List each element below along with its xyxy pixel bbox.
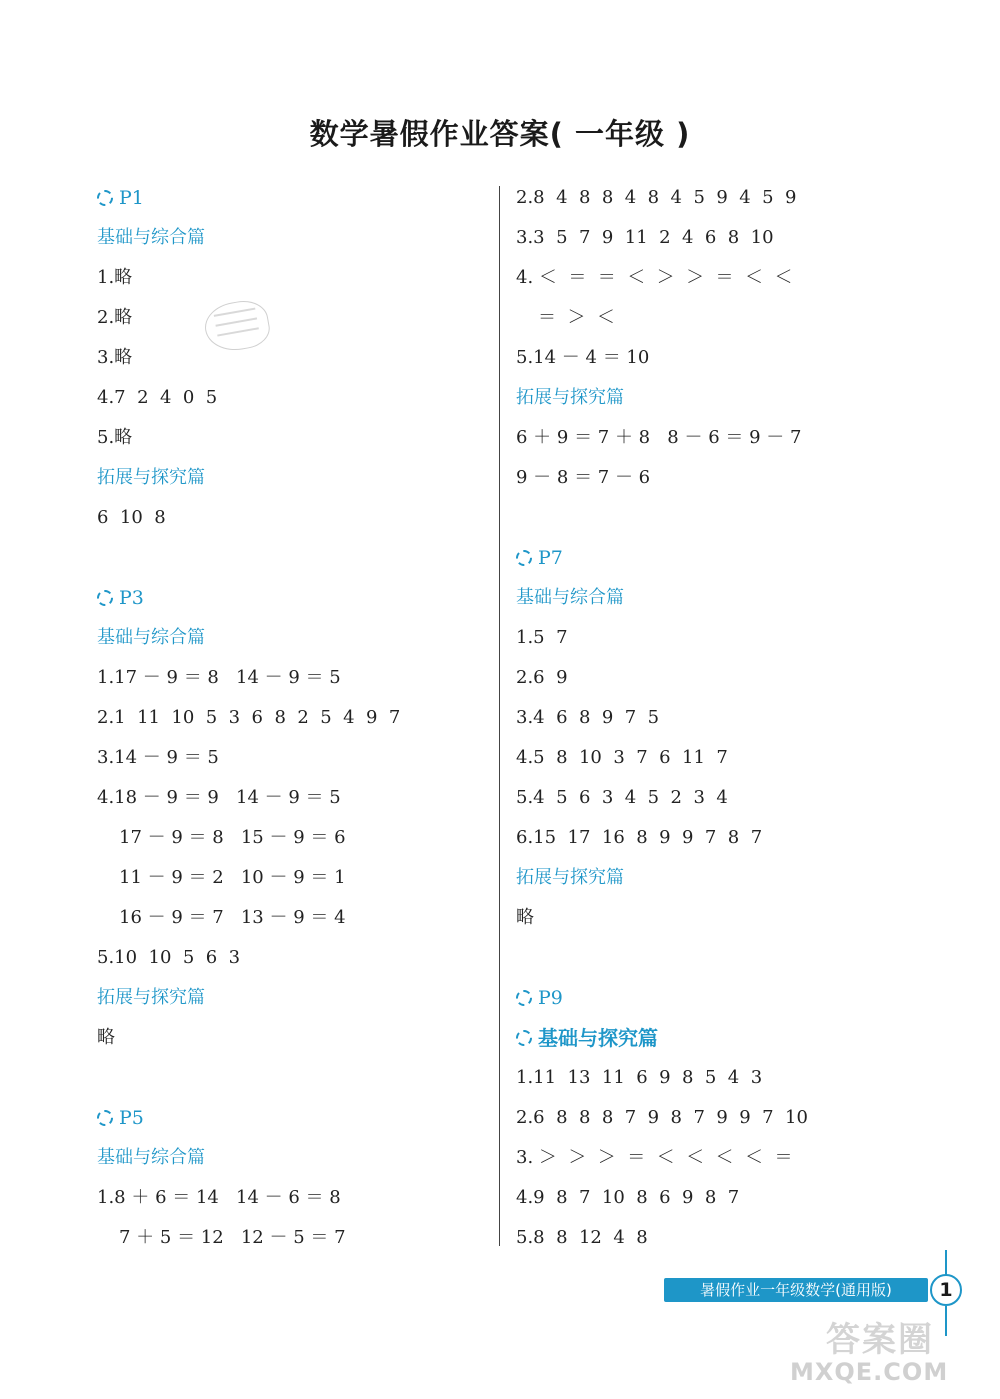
answer-line: 1.略: [97, 267, 133, 288]
section-extension: 拓展与探究篇: [97, 987, 205, 1008]
section-basic-explore: 基础与探究篇: [516, 1018, 916, 1058]
answer-line: 4.7 2 4 0 5: [97, 387, 218, 408]
page-heading-p1: P1: [97, 178, 487, 218]
answer-line: 1.5 7: [516, 627, 568, 648]
answer-line: 3.14 － 9 ＝ 5: [97, 747, 219, 768]
section-basic: 基础与综合篇: [516, 587, 624, 608]
page-number: 1: [930, 1274, 962, 1306]
watermark-url: MXQE.COM: [790, 1358, 949, 1386]
answer-line: 略: [516, 907, 534, 928]
answer-line: 3. ＞ ＞ ＞ ＝ ＜ ＜ ＜ ＜ ＝: [516, 1147, 793, 1168]
page-heading-p5: P5: [97, 1098, 487, 1138]
answer-line: 6.15 17 16 8 9 9 7 8 7: [516, 827, 763, 848]
answer-line: 5.8 8 12 4 8: [516, 1227, 648, 1248]
section-basic: 基础与综合篇: [97, 227, 205, 248]
answer-line: 5.4 5 6 3 4 5 2 3 4: [516, 787, 728, 808]
answer-line: 3.4 6 8 9 7 5: [516, 707, 660, 728]
answer-line: 1.8 ＋ 6 ＝ 14 14 － 6 ＝ 8: [97, 1187, 341, 1208]
answer-line: 2.6 8 8 8 7 9 8 7 9 9 7 10: [516, 1107, 808, 1128]
page-heading-p7: P7: [516, 538, 916, 578]
footer-tick-top: [945, 1250, 947, 1276]
answer-line: 2.1 11 10 5 3 6 8 2 5 4 9 7: [97, 707, 401, 728]
column-divider: [499, 186, 500, 1246]
answer-line: 7 ＋ 5 ＝ 12 12 － 5 ＝ 7: [119, 1227, 346, 1248]
section-extension: 拓展与探究篇: [97, 467, 205, 488]
section-extension: 拓展与探究篇: [516, 387, 624, 408]
answer-line: 11 － 9 ＝ 2 10 － 9 ＝ 1: [119, 867, 346, 888]
circle-dash-icon: [516, 990, 532, 1006]
answer-line: 1.11 13 11 6 9 8 5 4 3: [516, 1067, 763, 1088]
answer-line: 16 － 9 ＝ 7 13 － 9 ＝ 4: [119, 907, 346, 928]
answer-line: 6 ＋ 9 ＝ 7 ＋ 8 8 － 6 ＝ 9 － 7: [516, 427, 802, 448]
answer-line: 4.5 8 10 3 7 6 11 7: [516, 747, 728, 768]
footer-tick-bottom: [945, 1306, 947, 1336]
answer-line: 4. ＜ ＝ ＝ ＜ ＞ ＞ ＝ ＜ ＜: [516, 267, 793, 288]
answer-line: 5.略: [97, 427, 133, 448]
answer-line: 2.6 9: [516, 667, 568, 688]
answer-line: 4.9 8 7 10 8 6 9 8 7: [516, 1187, 740, 1208]
answer-line: 2.略: [97, 307, 133, 328]
page-title: 数学暑假作业答案( 一年级 ): [309, 117, 691, 151]
left-column: [97, 178, 487, 1258]
answer-line: 2.8 4 8 8 4 8 4 5 9 4 5 9: [516, 187, 797, 208]
answer-line: 6 10 8: [97, 507, 166, 528]
book-title-band: 暑假作业一年级数学(通用版): [664, 1278, 928, 1302]
answer-line: 3.略: [97, 347, 133, 368]
page-heading-p3: P3: [97, 578, 487, 618]
answer-line: 17 － 9 ＝ 8 15 － 9 ＝ 6: [119, 827, 346, 848]
answer-line: 5.10 10 5 6 3: [97, 947, 241, 968]
answer-line: 1.17 － 9 ＝ 8 14 － 9 ＝ 5: [97, 667, 341, 688]
page-heading-p9: P9: [516, 978, 916, 1018]
circle-dash-icon: [516, 550, 532, 566]
circle-dash-icon: [516, 1030, 532, 1046]
answer-line: 5.14 － 4 ＝ 10: [516, 347, 650, 368]
circle-dash-icon: [97, 1110, 113, 1126]
circle-dash-icon: [97, 190, 113, 206]
section-basic: 基础与综合篇: [97, 627, 205, 648]
circle-dash-icon: [97, 590, 113, 606]
section-basic: 基础与综合篇: [97, 1147, 205, 1168]
section-extension: 拓展与探究篇: [516, 867, 624, 888]
answer-line: 略: [97, 1027, 115, 1048]
answer-line: 4.18 － 9 ＝ 9 14 － 9 ＝ 5: [97, 787, 341, 808]
answer-line: ＝ ＞ ＜: [538, 307, 615, 328]
right-column: [516, 178, 916, 1258]
answer-line: 3.3 5 7 9 11 2 4 6 8 10: [516, 227, 774, 248]
answer-line: 9 － 8 ＝ 7 － 6: [516, 467, 651, 488]
watermark-logo: 答案圈: [826, 1320, 934, 1360]
